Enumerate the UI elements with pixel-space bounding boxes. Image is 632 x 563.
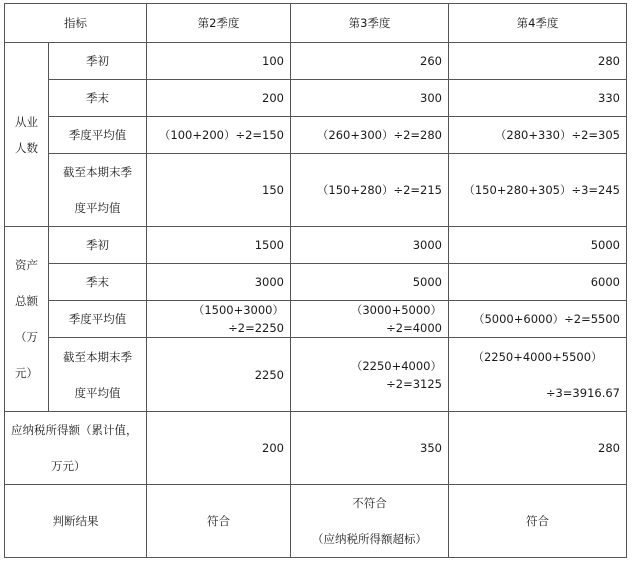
value-cell: 200 xyxy=(147,412,291,485)
value-cell xyxy=(449,338,627,412)
table-row xyxy=(5,43,627,80)
value-cell: （2250+4000）÷2=3125 xyxy=(291,338,449,412)
row-label: 季初 xyxy=(49,43,147,80)
value-cell: （3000+5000）÷2=4000 xyxy=(291,301,449,338)
value-cell: 100 xyxy=(147,43,291,80)
value-cell: （260+300）÷2=280 xyxy=(291,117,449,154)
table-row xyxy=(5,412,627,485)
employees-group-label-line2: 人数 xyxy=(15,140,38,155)
value-cell: 280 xyxy=(449,43,627,80)
value-cell: 3000 xyxy=(291,227,449,264)
judgement-q3 xyxy=(291,485,449,558)
row-label: 季初 xyxy=(49,227,147,264)
header-q4: 第4季度 xyxy=(449,4,627,43)
table-row xyxy=(5,485,627,558)
table-row xyxy=(5,80,627,117)
value-cell: 200 xyxy=(147,80,291,117)
taxable-income-label-line1: 应纳税所得额（累计值， xyxy=(11,423,138,437)
table-row xyxy=(5,154,627,227)
row-label: 季度平均值 xyxy=(49,117,147,154)
value-cell: 6000 xyxy=(449,264,627,301)
table-row xyxy=(5,227,627,264)
small-enterprise-criteria-table xyxy=(4,3,627,558)
judgement-q4: 符合 xyxy=(449,485,627,558)
value-cell: 280 xyxy=(449,412,627,485)
assets-group-label-line2: 总额 xyxy=(15,294,38,308)
employees-group-label-line1: 从业 xyxy=(15,114,38,129)
value-cell: 3000 xyxy=(147,264,291,301)
value-cell-line2: ÷3=3916.67 xyxy=(545,385,620,400)
row-label-line1: 截至本期末季 xyxy=(63,165,132,179)
assets-group-label xyxy=(5,227,49,412)
report-table-container xyxy=(4,3,627,558)
value-cell: 330 xyxy=(449,80,627,117)
judgement-label: 判断结果 xyxy=(5,485,147,558)
employees-group-label xyxy=(5,43,49,227)
assets-group-label-line1: 资产 xyxy=(15,258,38,272)
row-label: 季度平均值 xyxy=(49,301,147,338)
value-cell: （100+200）÷2=150 xyxy=(147,117,291,154)
value-cell: （5000+6000）÷2=5500 xyxy=(449,301,627,338)
value-cell: 350 xyxy=(291,412,449,485)
value-cell: 260 xyxy=(291,43,449,80)
row-label: 季末 xyxy=(49,80,147,117)
assets-group-label-line3: （万 xyxy=(15,330,38,344)
table-row xyxy=(5,264,627,301)
value-cell-line1: （2250+4000+5500） xyxy=(472,349,603,364)
header-q3: 第3季度 xyxy=(291,4,449,43)
row-label xyxy=(49,338,147,412)
value-cell: （150+280+305）÷3=245 xyxy=(449,154,627,227)
taxable-income-label-line2: 万元） xyxy=(51,459,86,473)
judgement-q3-line2: （应纳税所得额超标） xyxy=(312,532,427,546)
value-cell: 5000 xyxy=(449,227,627,264)
row-label-line1: 截至本期末季 xyxy=(63,349,132,364)
value-cell: 2250 xyxy=(147,338,291,412)
header-q2: 第2季度 xyxy=(147,4,291,43)
value-cell: 1500 xyxy=(147,227,291,264)
row-label-line2: 度平均值 xyxy=(74,385,121,400)
value-cell: （150+280）÷2=215 xyxy=(291,154,449,227)
value-cell: 150 xyxy=(147,154,291,227)
judgement-q3-line1: 不符合 xyxy=(352,496,387,510)
value-cell: 5000 xyxy=(291,264,449,301)
row-label-line2: 度平均值 xyxy=(74,201,121,215)
value-cell: （280+330）÷2=305 xyxy=(449,117,627,154)
header-indicator: 指标 xyxy=(5,4,147,43)
table-row xyxy=(5,301,627,338)
header-row xyxy=(5,4,627,43)
row-label: 季末 xyxy=(49,264,147,301)
value-cell: （1500+3000）÷2=2250 xyxy=(147,301,291,338)
table-row xyxy=(5,117,627,154)
value-cell: 300 xyxy=(291,80,449,117)
assets-group-label-line4: 元） xyxy=(15,366,38,380)
row-label xyxy=(49,154,147,227)
taxable-income-label xyxy=(5,412,147,485)
table-row xyxy=(5,338,627,412)
judgement-q2: 符合 xyxy=(147,485,291,558)
